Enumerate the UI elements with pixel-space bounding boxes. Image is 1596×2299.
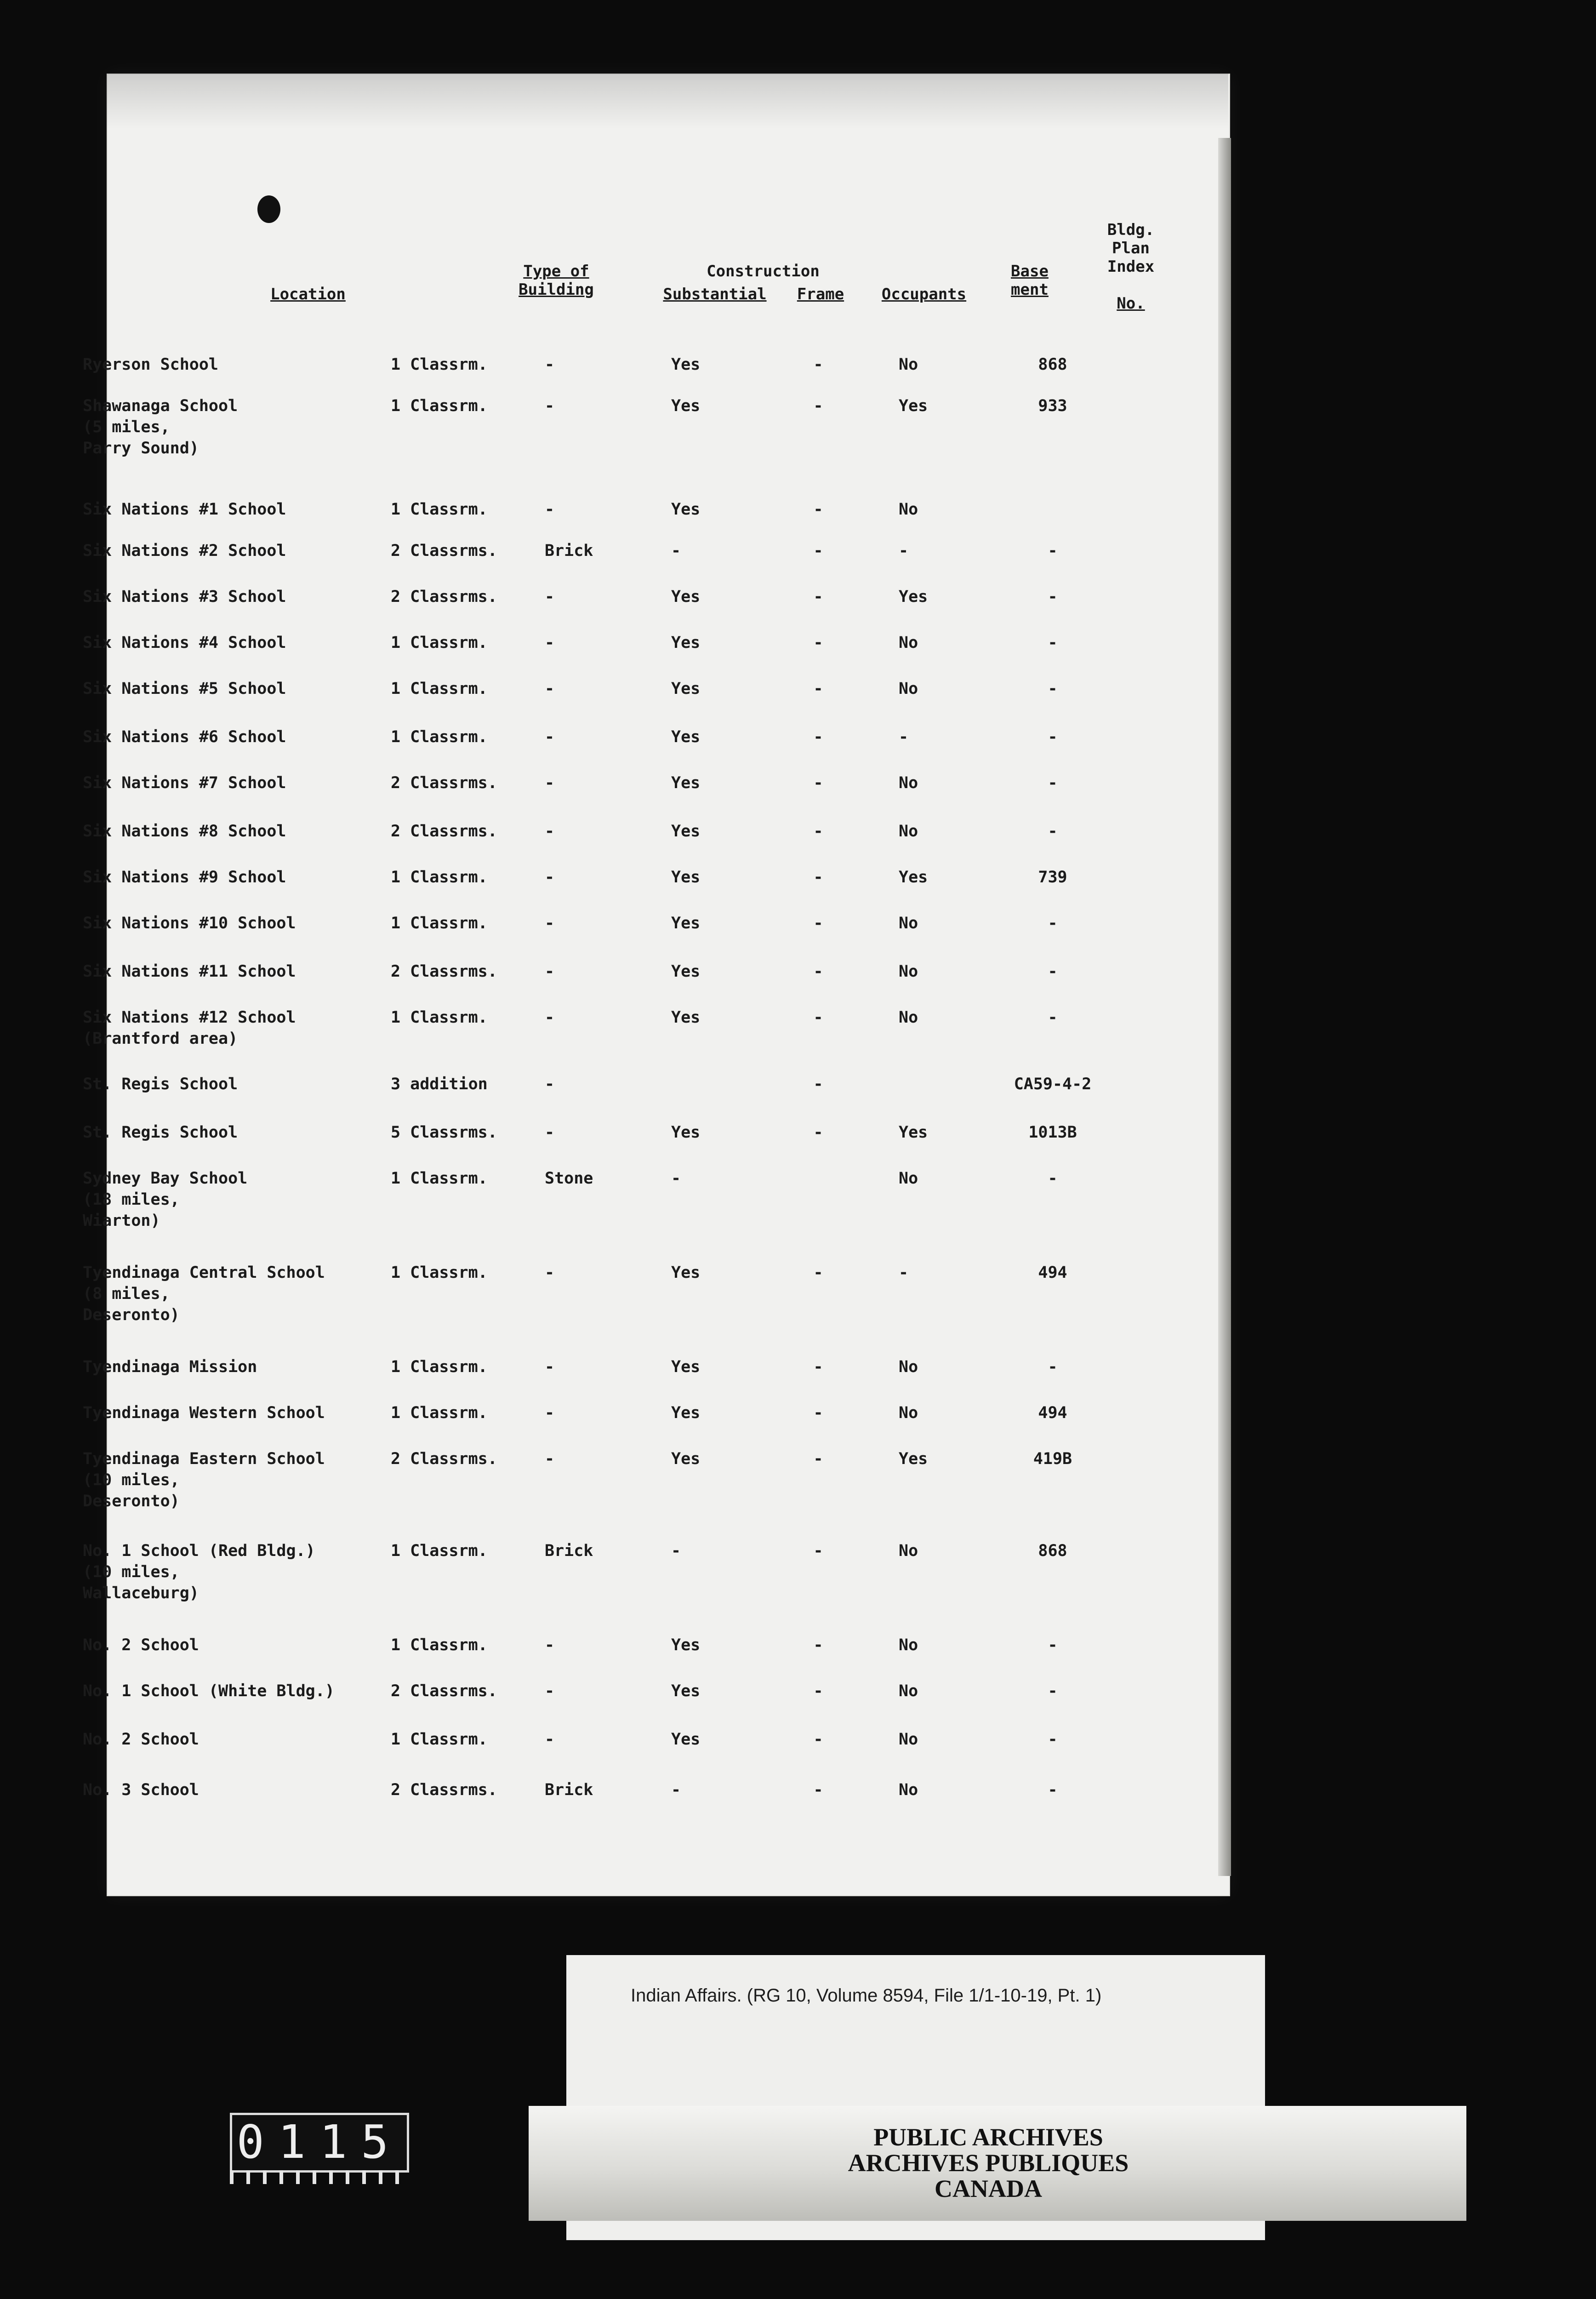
cell-plan: - [1048, 680, 1058, 698]
cell-location: Shawanaga School (5 miles, Parry Sound) [83, 397, 238, 458]
cell-frame: Yes [671, 1404, 701, 1422]
header-bldg-plan-index: Bldg. Plan Index [1107, 221, 1155, 276]
cell-occupants: - [813, 634, 823, 652]
table-row [0, 586, 1122, 605]
cell-plan: 419B [1033, 1450, 1072, 1468]
cell-location: St. Regis School [83, 1123, 238, 1142]
cell-substantial: - [545, 588, 555, 606]
cell-type: 1 Classrm. [391, 1169, 488, 1188]
cell-substantial: - [545, 1008, 555, 1027]
cell-type: 1 Classrm. [391, 1008, 488, 1027]
cell-basement: No [899, 500, 918, 519]
cell-basement: No [899, 1542, 918, 1560]
cell-plan: 1013B [1028, 1123, 1077, 1142]
cell-plan: - [1048, 1730, 1058, 1749]
table-row [0, 678, 1122, 697]
cell-type: 2 Classrms. [391, 1682, 497, 1700]
cell-substantial: - [545, 634, 555, 652]
cell-substantial: - [545, 1682, 555, 1700]
cell-plan: 494 [1038, 1404, 1067, 1422]
cell-plan: CA59-4-2 [1014, 1075, 1092, 1093]
cell-frame: Yes [671, 728, 701, 746]
cell-frame: Yes [671, 1264, 701, 1282]
cell-substantial: - [545, 868, 555, 886]
table-row [0, 354, 1122, 372]
table-row [0, 1122, 1122, 1140]
cell-basement: No [899, 1636, 918, 1654]
cell-plan: - [1048, 542, 1058, 560]
cell-basement: No [899, 355, 918, 374]
cell-basement: No [899, 634, 918, 652]
cell-type: 1 Classrm. [391, 1264, 488, 1282]
cell-occupants: - [813, 1636, 823, 1654]
cell-basement: No [899, 774, 918, 792]
cell-basement: No [899, 1169, 918, 1188]
cell-substantial: - [545, 397, 555, 415]
cell-substantial: - [545, 680, 555, 698]
cell-type: 1 Classrm. [391, 868, 488, 886]
cell-basement: No [899, 1404, 918, 1422]
cell-type: 2 Classrms. [391, 822, 497, 841]
cell-location: Six Nations #4 School [83, 634, 286, 652]
cell-type: 2 Classrms. [391, 588, 497, 606]
cell-frame: Yes [671, 868, 701, 886]
table-row [0, 1729, 1122, 1747]
cell-type: 1 Classrm. [391, 728, 488, 746]
table-row [0, 632, 1122, 651]
header-substantial: Substantial [663, 285, 767, 303]
cell-frame: Yes [671, 397, 701, 415]
cell-plan: - [1048, 1008, 1058, 1027]
cell-substantial: - [545, 1404, 555, 1422]
table-row [0, 961, 1122, 979]
cell-frame: Yes [671, 355, 701, 374]
cell-plan: - [1048, 1682, 1058, 1700]
cell-basement: Yes [899, 1450, 928, 1468]
cell-occupants: - [813, 588, 823, 606]
cell-occupants: - [813, 1404, 823, 1422]
cell-basement: Yes [899, 397, 928, 415]
document-page [107, 74, 1230, 1896]
cell-frame: Yes [671, 1358, 701, 1376]
table-row [0, 1074, 1122, 1092]
cell-plan: - [1048, 1169, 1058, 1188]
cell-type: 1 Classrm. [391, 1404, 488, 1422]
cell-type: 2 Classrms. [391, 962, 497, 981]
cell-substantial: Brick [545, 1542, 593, 1560]
cell-frame: Yes [671, 1450, 701, 1468]
cell-type: 3 addition [391, 1075, 488, 1093]
cell-type: 5 Classrms. [391, 1123, 497, 1142]
cell-type: 2 Classrms. [391, 542, 497, 560]
cell-basement: Yes [899, 868, 928, 886]
cell-location: No. 2 School [83, 1730, 199, 1749]
cell-type: 2 Classrms. [391, 1781, 497, 1799]
cell-basement: No [899, 822, 918, 841]
cell-location: Six Nations #12 School (Brantford area) [83, 1008, 296, 1048]
cell-plan: - [1048, 1636, 1058, 1654]
cell-location: No. 3 School [83, 1781, 199, 1799]
cell-substantial: - [545, 1123, 555, 1142]
cell-substantial: - [545, 500, 555, 519]
table-row [0, 726, 1122, 745]
cell-occupants: - [813, 1075, 823, 1093]
cell-location: Tyendinaga Eastern School (10 miles, Deseronto) [83, 1450, 325, 1510]
table-row [0, 1402, 1122, 1421]
table-row [0, 772, 1122, 791]
cell-type: 1 Classrm. [391, 1542, 488, 1560]
cell-location: Tyendinaga Mission [83, 1358, 257, 1376]
cell-substantial: - [545, 1075, 555, 1093]
cell-frame: Yes [671, 680, 701, 698]
cell-occupants: - [813, 680, 823, 698]
cell-substantial: - [545, 1358, 555, 1376]
cell-type: 1 Classrm. [391, 1730, 488, 1749]
cell-occupants: - [813, 962, 823, 981]
cell-basement: No [899, 1358, 918, 1376]
cell-location: Tyendinaga Central School (8 miles, Deseronto) [83, 1264, 325, 1324]
cell-occupants: - [813, 542, 823, 560]
table-row [0, 1779, 1122, 1798]
cell-type: 1 Classrm. [391, 1358, 488, 1376]
frame-counter-ticks [230, 2170, 409, 2184]
cell-occupants: - [813, 1450, 823, 1468]
table-row [0, 395, 1122, 458]
cell-type: 1 Classrm. [391, 397, 488, 415]
cell-substantial: - [545, 355, 555, 374]
cell-type: 1 Classrm. [391, 634, 488, 652]
cell-frame: Yes [671, 634, 701, 652]
table-row [0, 1262, 1122, 1324]
cell-type: 1 Classrm. [391, 355, 488, 374]
cell-occupants: - [813, 1542, 823, 1560]
cell-type: 2 Classrms. [391, 1450, 497, 1468]
punch-hole [257, 195, 280, 223]
table-row [0, 1007, 1122, 1048]
cell-location: Six Nations #5 School [83, 680, 286, 698]
cell-type: 1 Classrm. [391, 1636, 488, 1654]
table-row [0, 1540, 1122, 1602]
cell-occupants: - [813, 1358, 823, 1376]
cell-plan: - [1048, 914, 1058, 932]
table-row [0, 499, 1122, 517]
cell-frame: - [671, 1169, 681, 1188]
cell-substantial: Brick [545, 542, 593, 560]
table-row [0, 1356, 1122, 1375]
cell-plan: 494 [1038, 1264, 1067, 1282]
table-row [0, 913, 1122, 931]
cell-plan: 868 [1038, 355, 1067, 374]
cell-location: St. Regis School [83, 1075, 238, 1093]
cell-frame: Yes [671, 1123, 701, 1142]
cell-substantial: - [545, 1450, 555, 1468]
cell-occupants: - [813, 1781, 823, 1799]
archive-reference: Indian Affairs. (RG 10, Volume 8594, File 1/1-10-19, Pt. 1) [631, 1985, 1102, 2006]
cell-basement: - [899, 1264, 909, 1282]
cell-location: Six Nations #8 School [83, 822, 286, 841]
cell-basement: No [899, 1008, 918, 1027]
table-row [0, 540, 1122, 559]
cell-plan: - [1048, 962, 1058, 981]
cell-occupants: - [813, 355, 823, 374]
cell-substantial: Stone [545, 1169, 593, 1188]
header-type-label: Type of Building [519, 262, 594, 299]
cell-occupants: - [813, 1264, 823, 1282]
cell-basement: No [899, 914, 918, 932]
cell-occupants: - [813, 1123, 823, 1142]
header-construction: Construction [707, 262, 820, 280]
cell-location: Six Nations #3 School [83, 588, 286, 606]
cell-plan: - [1048, 1781, 1058, 1799]
page-top-shadow [107, 74, 1228, 129]
cell-basement: No [899, 680, 918, 698]
cell-basement: Yes [899, 1123, 928, 1142]
cell-frame: Yes [671, 774, 701, 792]
cell-frame: Yes [671, 588, 701, 606]
cell-substantial: - [545, 728, 555, 746]
cell-plan: - [1048, 728, 1058, 746]
cell-frame: - [671, 542, 681, 560]
cell-frame: Yes [671, 1008, 701, 1027]
cell-substantial: - [545, 822, 555, 841]
cell-plan: - [1048, 634, 1058, 652]
cell-occupants: - [813, 500, 823, 519]
cell-plan: - [1048, 774, 1058, 792]
cell-frame: Yes [671, 914, 701, 932]
cell-frame: Yes [671, 962, 701, 981]
cell-substantial: - [545, 962, 555, 981]
table-row [0, 1635, 1122, 1653]
cell-location: No. 1 School (Red Bldg.) (10 miles, Wallaceburg) [83, 1542, 315, 1602]
cell-basement: No [899, 1781, 918, 1799]
cell-location: Six Nations #7 School [83, 774, 286, 792]
cell-basement: No [899, 1730, 918, 1749]
cell-location: No. 2 School [83, 1636, 199, 1654]
cell-type: 1 Classrm. [391, 680, 488, 698]
table-row [0, 867, 1122, 885]
header-basement [998, 262, 1062, 299]
cell-substantial: - [545, 914, 555, 932]
cell-plan: 933 [1038, 397, 1067, 415]
table-row [0, 1448, 1122, 1510]
cell-occupants: - [813, 728, 823, 746]
cell-type: 1 Classrm. [391, 500, 488, 519]
cell-type: 1 Classrm. [391, 914, 488, 932]
header-no: No. [1117, 294, 1145, 313]
cell-location: Six Nations #11 School [83, 962, 296, 981]
cell-basement: Yes [899, 588, 928, 606]
cell-plan: - [1048, 588, 1058, 606]
cell-substantial: - [545, 1730, 555, 1749]
cell-occupants: - [813, 1730, 823, 1749]
cell-frame: Yes [671, 1636, 701, 1654]
cell-basement: - [899, 542, 909, 560]
cell-location: Six Nations #9 School [83, 868, 286, 886]
header-occupants: Occupants [881, 285, 967, 303]
cell-occupants: - [813, 868, 823, 886]
cell-frame: - [671, 1542, 681, 1560]
cell-frame: Yes [671, 1682, 701, 1700]
cell-occupants: - [813, 822, 823, 841]
cell-frame: Yes [671, 500, 701, 519]
cell-substantial: - [545, 1636, 555, 1654]
cell-plan: 868 [1038, 1542, 1067, 1560]
header-basement-label: Base ment [1011, 262, 1049, 299]
cell-occupants: - [813, 1682, 823, 1700]
cell-occupants: - [813, 914, 823, 932]
cell-plan: - [1048, 1358, 1058, 1376]
page-edge [1218, 138, 1231, 1876]
cell-location: Six Nations #6 School [83, 728, 286, 746]
cell-type: 2 Classrms. [391, 774, 497, 792]
archives-strip [529, 2106, 1466, 2221]
table-row [0, 1681, 1122, 1699]
cell-frame: Yes [671, 1730, 701, 1749]
header-frame: Frame [797, 285, 844, 303]
cell-plan: - [1048, 822, 1058, 841]
cell-frame: Yes [671, 822, 701, 841]
cell-occupants: - [813, 397, 823, 415]
header-location: Location [270, 285, 346, 303]
cell-location: No. 1 School (White Bldg.) [83, 1682, 335, 1700]
frame-counter: 0115 [230, 2113, 409, 2173]
cell-substantial: - [545, 1264, 555, 1282]
table-row [0, 1168, 1122, 1230]
cell-occupants: - [813, 774, 823, 792]
cell-basement: - [899, 728, 909, 746]
cell-occupants: - [813, 1008, 823, 1027]
cell-substantial: Brick [545, 1781, 593, 1799]
cell-plan: 739 [1038, 868, 1067, 886]
cell-substantial: - [545, 774, 555, 792]
cell-location: Six Nations #10 School [83, 914, 296, 932]
table-row [0, 821, 1122, 839]
cell-frame: - [671, 1781, 681, 1799]
cell-location: Tyendinaga Western School [83, 1404, 325, 1422]
cell-location: Six Nations #2 School [83, 542, 286, 560]
cell-location: Ryerson School [83, 355, 219, 374]
cell-basement: No [899, 1682, 918, 1700]
cell-basement: No [899, 962, 918, 981]
header-type-of-building [496, 262, 616, 299]
cell-location: Six Nations #1 School [83, 500, 286, 519]
cell-location: Sydney Bay School (18 miles, Wiarton) [83, 1169, 248, 1230]
public-archives-stamp: PUBLIC ARCHIVES ARCHIVES PUBLIQUES CANADA [848, 2123, 1129, 2202]
